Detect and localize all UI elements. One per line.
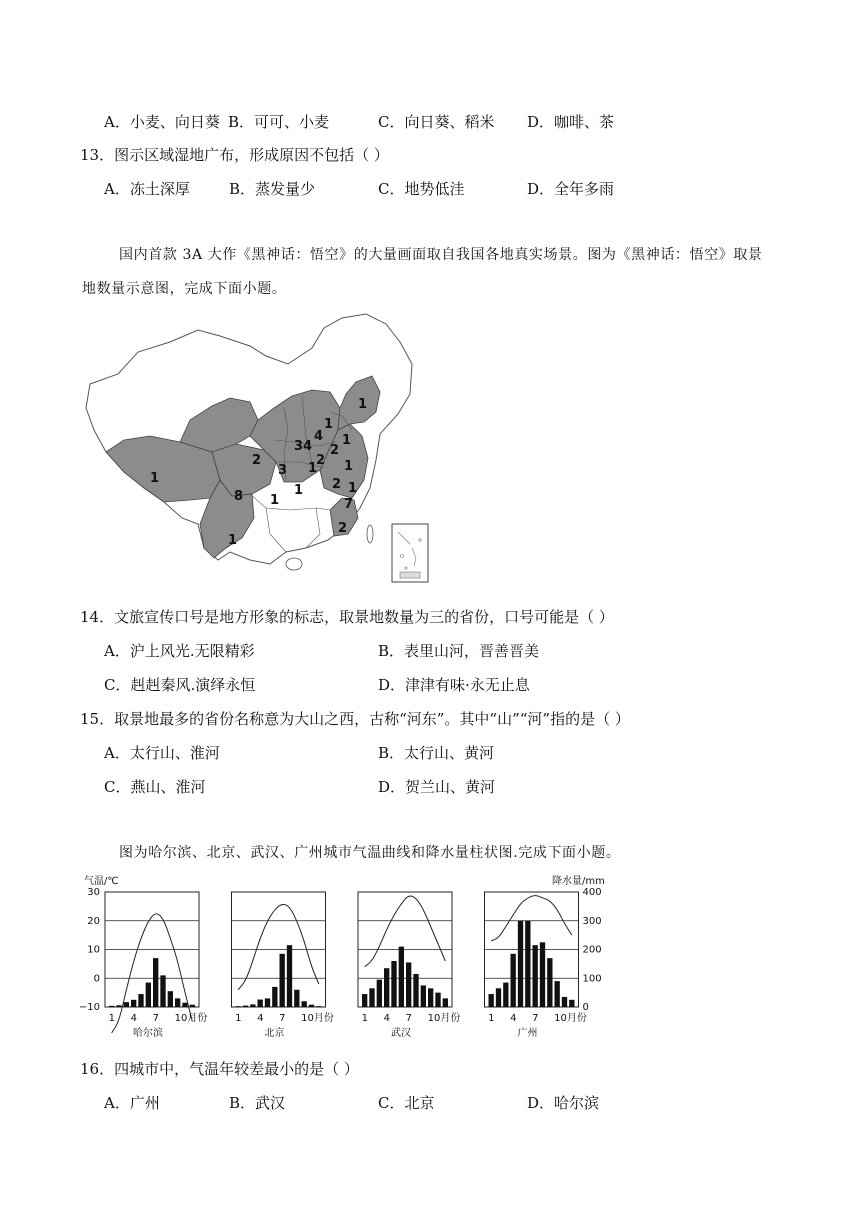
q12-option-c[interactable]: C．向日葵、稻米 [378, 113, 495, 131]
q13-option-a[interactable]: A．冻土深厚 [104, 180, 190, 198]
q13-option-d[interactable]: D．全年多雨 [527, 180, 615, 198]
precip-bar [243, 1006, 248, 1007]
city-name-label: 北京 [264, 1028, 285, 1039]
precip-bar [421, 985, 426, 1007]
map-label: 1 [228, 533, 238, 548]
map-label: 1 [324, 417, 334, 432]
city-name-label: 广州 [517, 1028, 538, 1039]
q13-stem: 13．图示区域湿地广布，形成原因不包括（ ） [80, 146, 389, 164]
right-axis-tick: 400 [582, 887, 602, 898]
passage-wukong [82, 238, 782, 306]
map-label: 3 [278, 463, 288, 478]
map-label: 1 [270, 493, 280, 508]
map-label: 1 [344, 459, 354, 474]
left-axis-tick: 30 [87, 887, 100, 898]
q12-option-d[interactable]: D．咖啡、茶 [527, 113, 615, 131]
x-axis-tick: 7 [279, 1013, 286, 1024]
precip-bar [153, 958, 158, 1007]
china-location-map [80, 312, 440, 594]
map-label: 1 [294, 483, 304, 498]
map-taiwan [367, 525, 373, 543]
passage-line: 图为哈尔滨、北京、武汉、广州城市气温曲线和降水量柱状图.完成下面小题。 [119, 845, 621, 861]
x-axis-tick: 7 [152, 1013, 160, 1024]
precip-bar [138, 994, 143, 1007]
precip-bar [406, 962, 411, 1007]
q12-option-a[interactable]: A．小麦、向日葵 [104, 113, 220, 131]
precip-bar [287, 945, 292, 1007]
precip-bar [399, 947, 404, 1007]
map-label: 2 [252, 453, 262, 468]
precip-bar [489, 994, 494, 1007]
precip-bar [190, 1005, 195, 1007]
precip-bar [236, 1006, 241, 1007]
left-axis-tick: 20 [87, 915, 100, 927]
map-label: 8 [234, 489, 244, 504]
q16-option-b[interactable]: B．武汉 [229, 1094, 286, 1112]
precip-bar [547, 958, 552, 1007]
precip-bar [496, 988, 501, 1007]
q13-option-c[interactable]: C．地势低洼 [378, 180, 465, 198]
passage-climate [82, 836, 782, 870]
q15-option-d[interactable]: D．贺兰山、黄河 [378, 778, 496, 796]
x-axis-tick: 7 [532, 1013, 539, 1024]
q16-option-d[interactable]: D．哈尔滨 [527, 1094, 600, 1112]
precip-bar [511, 954, 516, 1007]
precip-bar [428, 988, 433, 1007]
map-label: 1 [150, 471, 160, 486]
precip-bar [555, 981, 560, 1007]
map-label: 1 [358, 397, 368, 412]
precip-bar [175, 998, 180, 1007]
precip-bar [124, 1002, 129, 1007]
x-axis-tick: 4 [510, 1013, 517, 1024]
map-label: 7 [344, 497, 354, 512]
map-label: 1 [342, 433, 352, 448]
q14-option-d[interactable]: D．津津有味·永无止息 [378, 676, 530, 694]
precip-bar [562, 997, 567, 1007]
map-label: 2 [338, 521, 348, 536]
left-axis-label: 气温/℃ [84, 876, 119, 887]
right-axis-tick: 300 [582, 915, 602, 927]
x-axis-tick: 4 [257, 1013, 264, 1024]
q16-option-c[interactable]: C．北京 [378, 1094, 435, 1112]
q15-stem: 15．取景地最多的省份名称意为大山之西，古称“河东”。其中“山”“河”指的是（ ） [80, 710, 630, 728]
precip-bar [362, 994, 367, 1007]
x-axis-tick: 10月份 [174, 1013, 208, 1024]
precip-bar [109, 1006, 114, 1007]
x-axis-tick: 1 [235, 1013, 242, 1024]
q15-option-b[interactable]: B．太行山、黄河 [378, 744, 495, 762]
precip-bar [168, 991, 173, 1007]
precip-bar [280, 954, 285, 1007]
precip-bar [160, 975, 165, 1007]
map-label: 2 [330, 443, 340, 458]
left-axis-tick: 10 [87, 944, 100, 956]
precip-bar [413, 974, 418, 1007]
q14-option-c[interactable]: C．赳赳秦风.演绎永恒 [104, 676, 256, 694]
precip-bar [316, 1006, 321, 1007]
precip-bar [265, 998, 270, 1007]
map-hainan [286, 558, 302, 570]
climate-chart-svg [78, 872, 610, 1044]
climate-charts [78, 872, 610, 1044]
x-axis-tick: 1 [361, 1013, 369, 1024]
right-axis-tick: 0 [582, 1002, 589, 1013]
map-svg [80, 312, 440, 594]
map-label: 1 [348, 481, 358, 496]
q14-option-b[interactable]: B．表里山河，晋善晋美 [378, 642, 540, 660]
precip-bar [518, 921, 523, 1007]
precip-bar [131, 1000, 136, 1007]
precip-bar [569, 1000, 574, 1007]
q16-stem: 16．四城市中，气温年较差最小的是（ ） [80, 1060, 359, 1078]
q16-option-a[interactable]: A．广州 [104, 1094, 160, 1112]
precip-bar [302, 1001, 307, 1007]
precip-bar [525, 921, 530, 1007]
precip-bar [435, 993, 440, 1007]
precip-bar [294, 990, 299, 1007]
x-axis-tick: 1 [488, 1013, 495, 1024]
precip-bar [533, 945, 538, 1007]
map-label: 4 [314, 429, 324, 444]
x-axis-tick: 10月份 [554, 1013, 587, 1024]
precip-bar [258, 1000, 263, 1007]
precip-bar [182, 1003, 187, 1007]
left-axis-tick: 0 [93, 973, 100, 985]
passage-line: 地数量示意图，完成下面小题。 [82, 281, 287, 297]
right-axis-label: 降水量/mm [552, 876, 605, 887]
q14-stem: 14．文旅宣传口号是地方形象的标志，取景地数量为三的省份，口号可能是（ ） [80, 608, 614, 626]
city-name-label: 哈尔滨 [133, 1028, 163, 1039]
left-axis-tick: −10 [78, 1002, 100, 1013]
q13-option-b[interactable]: B．蒸发量少 [229, 180, 316, 198]
x-axis-tick: 7 [405, 1013, 413, 1024]
q12-option-b[interactable]: B．可可、小麦 [228, 113, 330, 131]
x-axis-tick: 4 [130, 1013, 138, 1024]
precip-bar [146, 983, 151, 1007]
precip-bar [377, 980, 382, 1007]
precip-bar [503, 983, 508, 1007]
precip-bar [391, 961, 396, 1007]
q15-option-c[interactable]: C．燕山、淮河 [104, 778, 206, 796]
right-axis-tick: 200 [582, 944, 602, 956]
precip-bar [116, 1005, 121, 1007]
x-axis-tick: 4 [383, 1013, 391, 1024]
x-axis-tick: 1 [108, 1013, 116, 1024]
passage-line: 国内首款 3A 大作《黑神话：悟空》的大量画面取自我国各地真实场景。图为《黑神话：悟空》取景 [119, 247, 763, 263]
precip-bar [369, 988, 374, 1007]
map-label: 1 [308, 461, 318, 476]
x-axis-tick: 10月份 [301, 1013, 334, 1024]
map-label: 34 [294, 439, 313, 454]
precip-bar [309, 1005, 314, 1007]
map-label: 2 [316, 453, 326, 468]
precip-bar [272, 987, 277, 1007]
precip-bar [540, 942, 545, 1007]
q15-option-a[interactable]: A．太行山、淮河 [104, 744, 220, 762]
q14-option-a[interactable]: A．沪上风光.无限精彩 [104, 642, 255, 660]
precip-bar [384, 968, 389, 1007]
precip-bar [443, 998, 448, 1007]
precip-bar [250, 1004, 255, 1007]
x-axis-tick: 10月份 [427, 1013, 461, 1024]
right-axis-tick: 100 [582, 973, 602, 985]
map-label: 2 [332, 477, 342, 492]
city-name-label: 武汉 [391, 1028, 411, 1039]
